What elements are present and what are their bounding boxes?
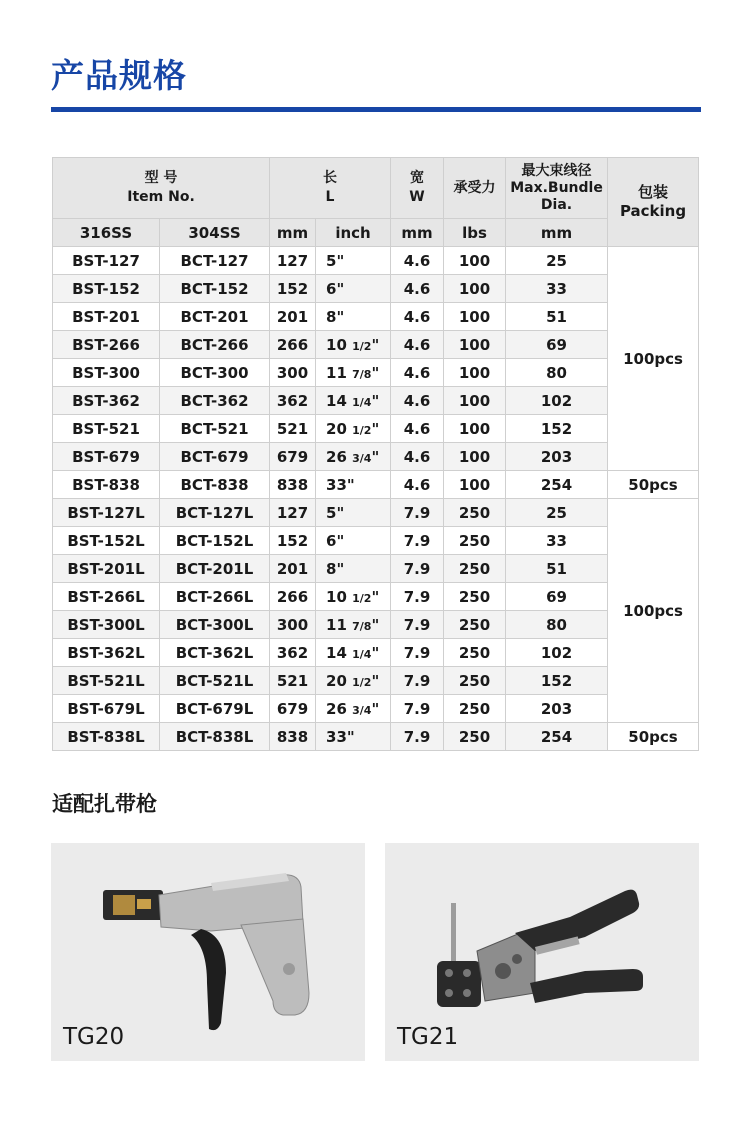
tool-label-tg20: TG20: [63, 1024, 125, 1050]
row-316ss-model: BST-201: [53, 303, 160, 331]
table-row: [53, 415, 699, 443]
row-tensile-lbs: 100: [444, 359, 506, 387]
bundle-header: [506, 158, 608, 219]
row-304ss-model: BCT-521L: [160, 667, 270, 695]
row-length-inch: [316, 303, 391, 331]
tool-card-tg21: [385, 843, 699, 1061]
row-316ss-model: BST-362: [53, 387, 160, 415]
row-width-mm: 7.9: [391, 723, 444, 751]
inch-mark: ": [371, 671, 380, 690]
row-316ss-model: BST-521L: [53, 667, 160, 695]
row-316ss-model: BST-266: [53, 331, 160, 359]
row-tensile-lbs: 250: [444, 583, 506, 611]
row-316ss-model: BST-201L: [53, 555, 160, 583]
inch-whole: 8": [326, 559, 345, 578]
inch-fraction: 7/8: [352, 367, 372, 381]
row-tensile-lbs: 100: [444, 471, 506, 499]
spec-table-body: [53, 247, 699, 751]
inch-fraction: 1/2: [352, 423, 372, 437]
table-row: [53, 443, 699, 471]
col-width-mm: mm: [391, 219, 444, 247]
row-length-inch: [316, 331, 391, 359]
row-max-bundle-mm: 254: [506, 723, 608, 751]
row-tensile-lbs: 250: [444, 695, 506, 723]
row-length-mm: 521: [270, 667, 316, 695]
row-width-mm: 4.6: [391, 331, 444, 359]
row-width-mm: 4.6: [391, 359, 444, 387]
row-length-mm: 127: [270, 247, 316, 275]
row-width-mm: 7.9: [391, 583, 444, 611]
row-length-mm: 152: [270, 275, 316, 303]
row-length-mm: 362: [270, 387, 316, 415]
col-304ss: 304SS: [160, 219, 270, 247]
row-316ss-model: BST-152: [53, 275, 160, 303]
inch-fraction: 1/2: [352, 591, 372, 605]
row-length-mm: 152: [270, 527, 316, 555]
row-length-inch: [316, 695, 391, 723]
inch-whole: 6": [326, 531, 345, 550]
row-packing: 100pcs: [608, 247, 699, 471]
row-tensile-lbs: 100: [444, 443, 506, 471]
row-max-bundle-mm: 33: [506, 527, 608, 555]
row-length-mm: 679: [270, 443, 316, 471]
row-packing: 50pcs: [608, 471, 699, 499]
inch-whole: 33": [326, 475, 355, 494]
row-width-mm: 4.6: [391, 387, 444, 415]
inch-whole: 5": [326, 503, 345, 522]
row-316ss-model: BST-127: [53, 247, 160, 275]
row-length-inch: [316, 723, 391, 751]
col-lbs: lbs: [444, 219, 506, 247]
row-length-inch: [316, 527, 391, 555]
row-max-bundle-mm: 254: [506, 471, 608, 499]
inch-mark: ": [371, 335, 380, 354]
row-length-mm: 300: [270, 611, 316, 639]
row-max-bundle-mm: 152: [506, 415, 608, 443]
row-width-mm: 7.9: [391, 611, 444, 639]
tensile-header: [444, 158, 506, 219]
table-row: [53, 555, 699, 583]
row-length-inch: [316, 471, 391, 499]
row-max-bundle-mm: 25: [506, 247, 608, 275]
item-no-header-cn: 型 号: [144, 170, 178, 186]
inch-whole: 20: [326, 671, 353, 690]
width-header-en: W: [409, 189, 425, 205]
inch-fraction: 7/8: [352, 619, 372, 633]
row-width-mm: 7.9: [391, 527, 444, 555]
inch-fraction: 1/2: [352, 675, 372, 689]
row-max-bundle-mm: 203: [506, 695, 608, 723]
row-length-inch: [316, 611, 391, 639]
row-316ss-model: BST-838: [53, 471, 160, 499]
table-row: [53, 387, 699, 415]
row-length-inch: [316, 359, 391, 387]
row-max-bundle-mm: 33: [506, 275, 608, 303]
packing-header: [608, 158, 699, 247]
row-tensile-lbs: 250: [444, 639, 506, 667]
inch-whole: 33": [326, 727, 355, 746]
row-length-inch: [316, 443, 391, 471]
row-tensile-lbs: 250: [444, 723, 506, 751]
row-304ss-model: BCT-266L: [160, 583, 270, 611]
row-length-mm: 362: [270, 639, 316, 667]
table-row: [53, 639, 699, 667]
row-304ss-model: BCT-679L: [160, 695, 270, 723]
row-tensile-lbs: 100: [444, 247, 506, 275]
row-304ss-model: BCT-300: [160, 359, 270, 387]
row-max-bundle-mm: 102: [506, 639, 608, 667]
tool-card-tg20: [51, 843, 365, 1061]
row-width-mm: 4.6: [391, 247, 444, 275]
inch-whole: 14: [326, 643, 353, 662]
row-packing: 50pcs: [608, 723, 699, 751]
inch-fraction: 3/4: [352, 451, 372, 465]
inch-mark: ": [371, 447, 380, 466]
row-packing: 100pcs: [608, 499, 699, 723]
row-length-mm: 521: [270, 415, 316, 443]
col-length-inch: inch: [316, 219, 391, 247]
row-max-bundle-mm: 152: [506, 667, 608, 695]
inch-whole: 20: [326, 419, 353, 438]
row-tensile-lbs: 100: [444, 331, 506, 359]
row-304ss-model: BCT-127: [160, 247, 270, 275]
row-width-mm: 4.6: [391, 443, 444, 471]
row-width-mm: 4.6: [391, 275, 444, 303]
row-304ss-model: BCT-679: [160, 443, 270, 471]
inch-whole: 11: [326, 615, 353, 634]
row-304ss-model: BCT-838: [160, 471, 270, 499]
inch-fraction: 1/4: [352, 395, 372, 409]
inch-whole: 8": [326, 307, 345, 326]
bundle-header-cn: 最大束线径: [521, 162, 592, 179]
row-max-bundle-mm: 80: [506, 611, 608, 639]
inch-whole: 10: [326, 587, 353, 606]
inch-mark: ": [371, 699, 380, 718]
item-no-header-en: Item No.: [127, 189, 195, 205]
table-row: [53, 695, 699, 723]
row-tensile-lbs: 100: [444, 387, 506, 415]
inch-mark: ": [371, 587, 380, 606]
table-row: [53, 583, 699, 611]
row-316ss-model: BST-152L: [53, 527, 160, 555]
row-length-mm: 679: [270, 695, 316, 723]
inch-whole: 26: [326, 447, 353, 466]
row-width-mm: 4.6: [391, 471, 444, 499]
col-dia-mm: mm: [506, 219, 608, 247]
row-304ss-model: BCT-362: [160, 387, 270, 415]
inch-fraction: 1/2: [352, 339, 372, 353]
inch-whole: 11: [326, 363, 353, 382]
tools-section-title: 适配扎带枪: [52, 792, 157, 816]
inch-mark: ": [371, 615, 380, 634]
row-length-inch: [316, 667, 391, 695]
row-length-inch: [316, 499, 391, 527]
row-width-mm: 7.9: [391, 639, 444, 667]
row-length-inch: [316, 387, 391, 415]
row-304ss-model: BCT-521: [160, 415, 270, 443]
row-max-bundle-mm: 80: [506, 359, 608, 387]
row-304ss-model: BCT-152: [160, 275, 270, 303]
inch-fraction: 1/4: [352, 647, 372, 661]
row-316ss-model: BST-521: [53, 415, 160, 443]
table-row: [53, 667, 699, 695]
row-length-mm: 266: [270, 331, 316, 359]
table-row: [53, 499, 699, 527]
table-row: [53, 247, 699, 275]
row-304ss-model: BCT-266: [160, 331, 270, 359]
row-length-mm: 201: [270, 555, 316, 583]
length-header: [270, 158, 391, 219]
row-tensile-lbs: 250: [444, 499, 506, 527]
length-header-cn: 长: [323, 170, 338, 186]
table-row: [53, 527, 699, 555]
page-title: 产品规格: [51, 56, 187, 95]
item-no-header: [53, 158, 270, 219]
table-row: [53, 331, 699, 359]
row-max-bundle-mm: 69: [506, 583, 608, 611]
inch-whole: 26: [326, 699, 353, 718]
row-width-mm: 4.6: [391, 303, 444, 331]
table-row: [53, 471, 699, 499]
row-width-mm: 7.9: [391, 555, 444, 583]
bundle-header-en2: Dia.: [540, 196, 573, 213]
inch-whole: 6": [326, 279, 345, 298]
spec-table: [52, 157, 699, 751]
row-length-inch: [316, 247, 391, 275]
row-316ss-model: BST-266L: [53, 583, 160, 611]
inch-fraction: 3/4: [352, 703, 372, 717]
row-length-inch: [316, 555, 391, 583]
row-max-bundle-mm: 51: [506, 555, 608, 583]
row-length-mm: 300: [270, 359, 316, 387]
table-row: [53, 359, 699, 387]
row-316ss-model: BST-127L: [53, 499, 160, 527]
width-header: [391, 158, 444, 219]
inch-whole: 14: [326, 391, 353, 410]
row-304ss-model: BCT-127L: [160, 499, 270, 527]
row-304ss-model: BCT-838L: [160, 723, 270, 751]
inch-mark: ": [371, 391, 380, 410]
row-tensile-lbs: 250: [444, 611, 506, 639]
width-header-cn: 宽: [410, 170, 425, 186]
row-316ss-model: BST-679: [53, 443, 160, 471]
row-width-mm: 7.9: [391, 667, 444, 695]
bundle-header-en: Max.Bundle: [510, 179, 603, 196]
row-304ss-model: BCT-201: [160, 303, 270, 331]
tensile-header-cn: 承受力: [453, 179, 496, 196]
row-tensile-lbs: 100: [444, 415, 506, 443]
packing-header-cn: 包装: [638, 183, 669, 201]
row-316ss-model: BST-679L: [53, 695, 160, 723]
row-tensile-lbs: 250: [444, 667, 506, 695]
row-304ss-model: BCT-300L: [160, 611, 270, 639]
row-length-inch: [316, 639, 391, 667]
row-length-inch: [316, 415, 391, 443]
row-width-mm: 7.9: [391, 695, 444, 723]
row-width-mm: 7.9: [391, 499, 444, 527]
row-width-mm: 4.6: [391, 415, 444, 443]
inch-mark: ": [371, 643, 380, 662]
table-row: [53, 303, 699, 331]
table-row: [53, 611, 699, 639]
row-length-mm: 201: [270, 303, 316, 331]
row-tensile-lbs: 250: [444, 555, 506, 583]
row-length-mm: 266: [270, 583, 316, 611]
row-max-bundle-mm: 69: [506, 331, 608, 359]
row-length-inch: [316, 583, 391, 611]
row-316ss-model: BST-300L: [53, 611, 160, 639]
row-316ss-model: BST-362L: [53, 639, 160, 667]
row-304ss-model: BCT-201L: [160, 555, 270, 583]
row-316ss-model: BST-300: [53, 359, 160, 387]
tool-label-tg21: TG21: [397, 1024, 459, 1050]
row-tensile-lbs: 100: [444, 275, 506, 303]
row-max-bundle-mm: 102: [506, 387, 608, 415]
row-304ss-model: BCT-152L: [160, 527, 270, 555]
row-316ss-model: BST-838L: [53, 723, 160, 751]
row-max-bundle-mm: 203: [506, 443, 608, 471]
row-tensile-lbs: 100: [444, 303, 506, 331]
inch-mark: ": [371, 363, 380, 382]
packing-header-en: Packing: [619, 202, 687, 220]
row-max-bundle-mm: 25: [506, 499, 608, 527]
col-316ss: 316SS: [53, 219, 160, 247]
row-length-mm: 838: [270, 471, 316, 499]
col-length-mm: mm: [270, 219, 316, 247]
row-length-inch: [316, 275, 391, 303]
row-tensile-lbs: 250: [444, 527, 506, 555]
inch-whole: 5": [326, 251, 345, 270]
title-underline: [51, 107, 701, 112]
length-header-en: L: [325, 189, 335, 205]
row-length-mm: 127: [270, 499, 316, 527]
inch-whole: 10: [326, 335, 353, 354]
row-length-mm: 838: [270, 723, 316, 751]
table-row: [53, 723, 699, 751]
row-304ss-model: BCT-362L: [160, 639, 270, 667]
table-row: [53, 275, 699, 303]
row-max-bundle-mm: 51: [506, 303, 608, 331]
inch-mark: ": [371, 419, 380, 438]
